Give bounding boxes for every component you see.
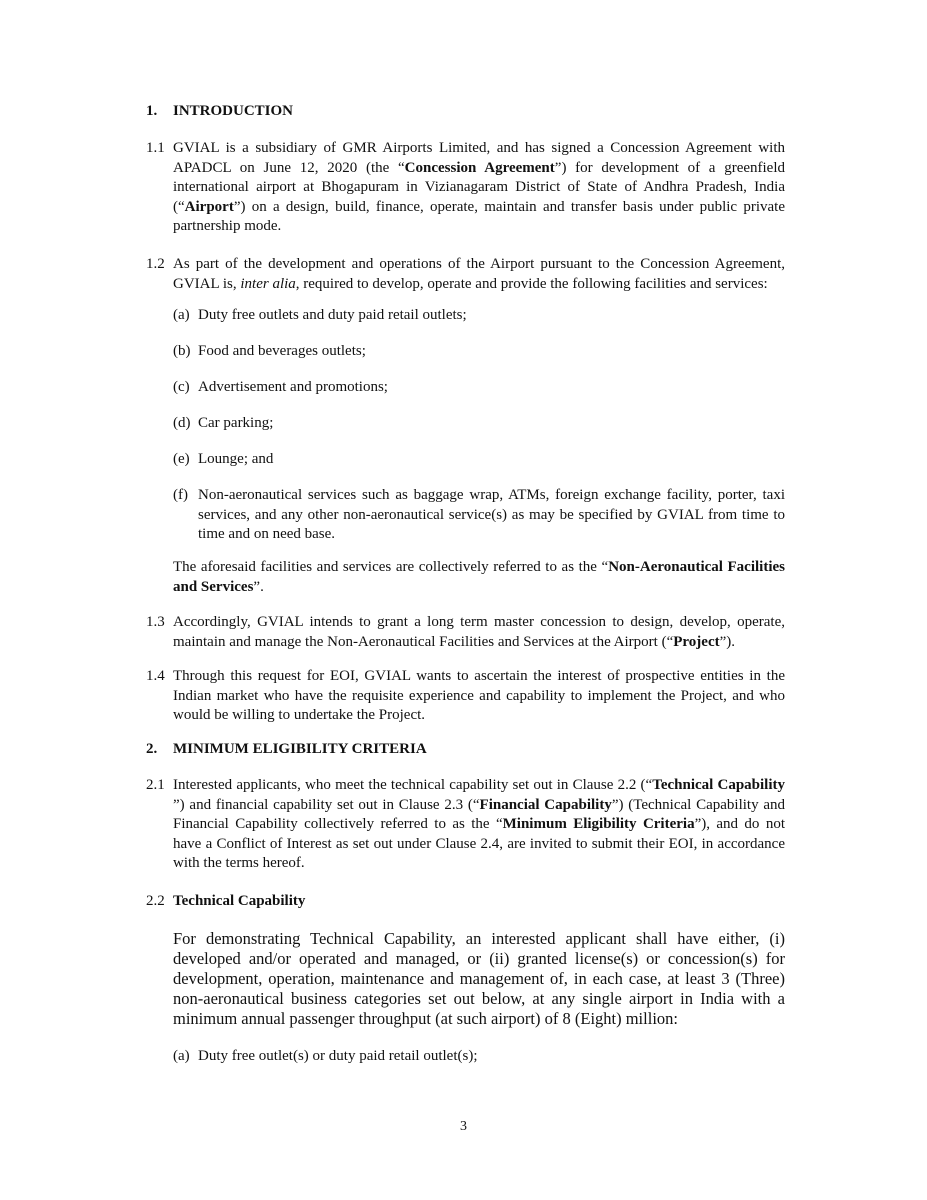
aforesaid-part-a: The aforesaid facilities and services are collectively referred to as the “ [173,559,609,575]
clause-1-1-part-c: ”) for development of a greenfield international airport at Bhogapuram in Vizianagaram District of State of Andhra Pradesh, India (“ [173,159,785,215]
technical-capability-term: Technical Capability [652,777,786,793]
clause-1-4-number: 1.4 [146,668,165,684]
clause-1-3-part-c: ”). [719,633,736,650]
page-number: 3 [460,1119,467,1134]
list-item-text: Duty free outlets and duty paid retail outlets; [198,307,467,323]
airport-term: Airport [184,198,234,215]
project-term: Project [673,633,720,650]
section-1-title: INTRODUCTION [173,103,294,119]
list-item-label: (d) [173,415,191,431]
clause-1-3-number: 1.3 [146,614,165,630]
list-item-text: Car parking; [198,415,274,431]
clause-1-1-part-a: GVIAL is a subsidiary of GMR Airports Limited, and has signed a Concession Agreement with APADCL on June 12, 2020 (the “ [173,140,785,176]
list-item-text: Lounge; and [198,451,274,467]
clause-2-1-text [173,776,785,874]
clause-1-2-text [173,255,785,294]
inter-alia: inter alia [240,275,296,292]
aforesaid-paragraph [173,558,785,597]
clause-2-2-number: 2.2 [146,893,165,909]
non-aeronautical-term: Non-Aeronautical Facilities and Services [173,559,786,595]
concession-agreement-term: Concession Agreement [404,159,555,176]
financial-capability-term: Financial Capability [479,796,612,813]
list-item-label: (c) [173,379,190,395]
list-item-label: (e) [173,451,190,467]
clause-2-1-part-c: ”) and financial capability set out in Clause 2.3 (“ [173,796,480,813]
clause-1-3-text [173,613,785,652]
section-2-number: 2. [146,741,158,757]
clause-2-1-part-e: ”), and do not have a Conflict of Interest as set out under Clause 2.4, are invited to submit their EOI, in accordance with the terms hereof. [173,816,785,871]
list-item-label: (a) [173,1048,190,1064]
clause-1-2-part-b: , required to develop, operate and provide the following facilities and services: [295,275,768,292]
list-item-text: Advertisement and promotions; [198,379,388,395]
list-item-text: Duty free outlet(s) or duty paid retail outlet(s); [198,1048,478,1064]
list-item-label: (a) [173,307,190,323]
clause-1-4-text: Through this request for EOI, GVIAL wants to ascertain the interest of prospective entities in the Indian market who have the requisite experience and capability to implement the Project, and who would be willing to undertake the Project. [173,668,785,723]
clause-2-1-part-a: Interested applicants, who meet the technical capability set out in Clause 2.2 (“ [173,777,653,793]
section-2-title: MINIMUM ELIGIBILITY CRITERIA [173,741,427,757]
clause-1-3-part-a: Accordingly, GVIAL intends to grant a long term master concession to design, develop, operate, maintain and manage the Non-Aeronautical Facilities and Services at the Airport (“ [173,614,785,650]
section-1-number: 1. [146,103,158,119]
list-item-label: (b) [173,343,191,359]
minimum-eligibility-term: Minimum Eligibility Criteria [502,816,695,832]
aforesaid-part-c: ”. [253,578,264,595]
clause-1-1-text [173,139,785,237]
list-item-text: Non-aeronautical services such as baggage wrap, ATMs, foreign exchange facility, porter, taxi services, and any other non-aeronautical service(s) as may be specified by GVIAL from time to time and on need base. [198,487,785,542]
clause-1-1-part-d: ”) on a design, build, finance, operate, maintain and transfer basis under public private partnership mode. [173,198,785,234]
clause-2-1-part-d: ”) (Technical Capability and Financial Capability collectively referred to as the “ [173,796,785,832]
clause-2-1-number: 2.1 [146,777,165,793]
clause-2-2-heading: Technical Capability [173,893,306,909]
clause-1-2-part-a: As part of the development and operations of the Airport pursuant to the Concession Agreement, GVIAL is, [173,256,785,292]
clause-1-1-number: 1.1 [146,140,165,156]
clause-2-2-text: For demonstrating Technical Capability, an interested applicant shall have either, (i) developed and/or operated and managed, or (ii) granted license(s) or concession(s) for development, operation, maintenance and management of, in each case, at least 3 (Three) non-aeronautical business categories set out below, at any single airport in India with a minimum annual passenger throughput (at such airport) of 8 (Eight) million: [173,929,785,1028]
list-item-label: (f) [173,487,188,503]
clause-1-2-number: 1.2 [146,256,165,272]
list-item-text: Food and beverages outlets; [198,343,366,359]
